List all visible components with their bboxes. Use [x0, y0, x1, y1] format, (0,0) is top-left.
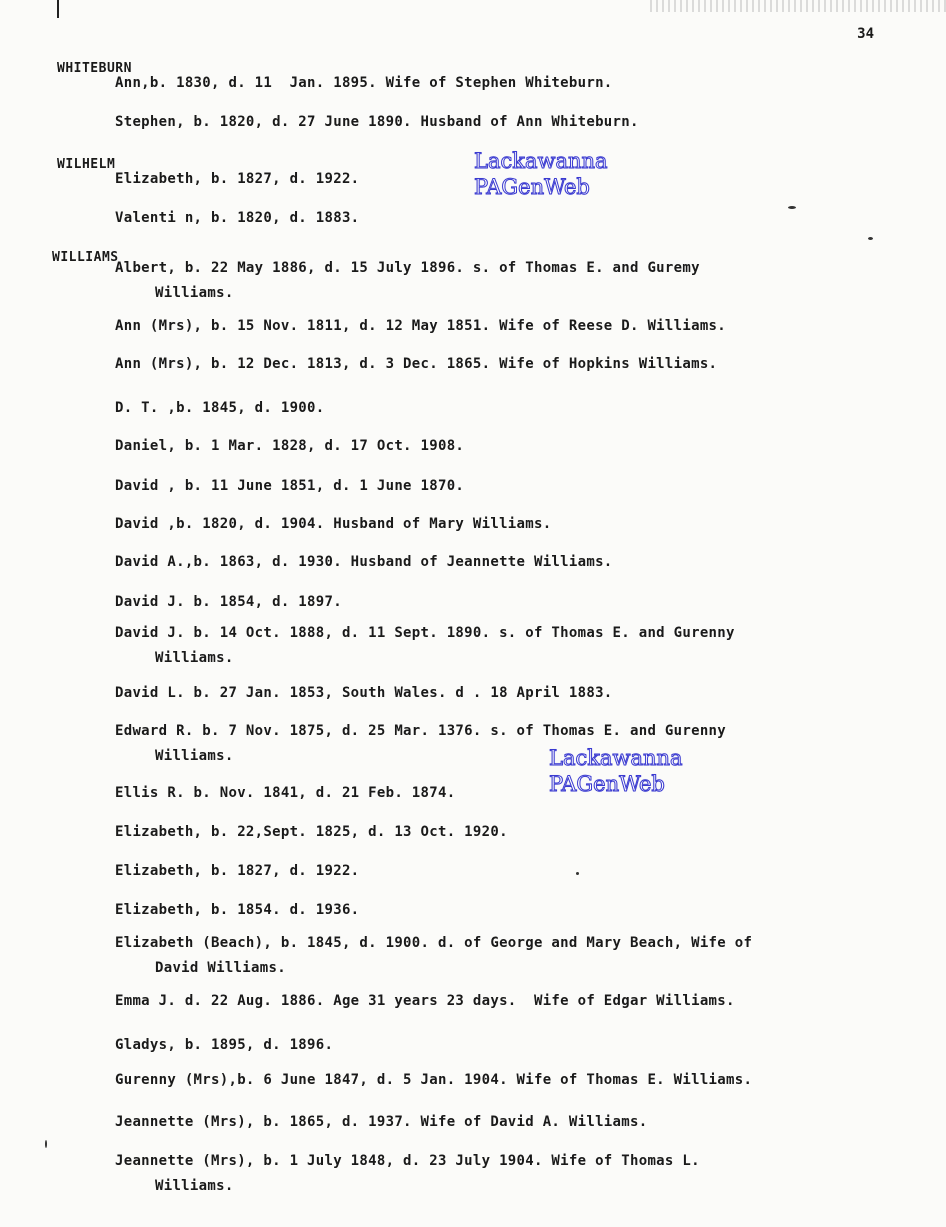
entry: David J. b. 14 Oct. 1888, d. 11 Sept. 1890. s. of Thomas E. and Gurenny Williams.: [115, 625, 735, 666]
watermark-line2: PAGenWeb: [549, 772, 665, 796]
entry: Edward R. b. 7 Nov. 1875, d. 25 Mar. 1376. s. of Thomas E. and Gurenny Williams.: [115, 723, 727, 764]
entry: D. T. ,b. 1845, d. 1900.: [115, 400, 325, 416]
watermark-line1: Lackawanna: [474, 149, 608, 173]
entry: David ,b. 1820, d. 1904. Husband of Mary Williams.: [115, 516, 552, 532]
entry: Valenti n, b. 1820, d. 1883.: [115, 210, 360, 226]
entry: Elizabeth, b. 22,Sept. 1825, d. 13 Oct. 1920.: [115, 824, 508, 840]
page-number: 34: [857, 26, 874, 42]
entry: Ellis R. b. Nov. 1841, d. 21 Feb. 1874.: [115, 785, 456, 801]
entry: David , b. 11 June 1851, d. 1 June 1870.: [115, 478, 465, 494]
scan-speck: [788, 206, 796, 209]
entry: Jeannette (Mrs), b. 1 July 1848, d. 23 July 1904. Wife of Thomas L. Williams.: [115, 1153, 700, 1194]
entry: David A.,b. 1863, d. 1930. Husband of Jeannette Williams.: [115, 554, 613, 570]
entry: Ann (Mrs), b. 12 Dec. 1813, d. 3 Dec. 1865. Wife of Hopkins Williams.: [115, 356, 718, 372]
entry: Ann,b. 1830, d. 11 Jan. 1895. Wife of Stephen Whiteburn.: [115, 75, 613, 91]
entry: Gladys, b. 1895, d. 1896.: [115, 1037, 334, 1053]
watermark-line1: Lackawanna: [549, 746, 683, 770]
watermark: [549, 745, 683, 797]
entry: David L. b. 27 Jan. 1853, South Wales. d . 18 April 1883.: [115, 685, 613, 701]
entry: Ann (Mrs), b. 15 Nov. 1811, d. 12 May 1851. Wife of Reese D. Williams.: [115, 318, 727, 334]
entry: Elizabeth (Beach), b. 1845, d. 1900. d. of George and Mary Beach, Wife of David Williams.: [115, 935, 753, 976]
entry: Gurenny (Mrs),b. 6 June 1847, d. 5 Jan. 1904. Wife of Thomas E. Williams.: [115, 1072, 753, 1088]
scan-speck: [868, 237, 873, 240]
entry: Elizabeth, b. 1827, d. 1922.: [115, 171, 360, 187]
surname-heading: WHITEBURN: [57, 61, 132, 76]
surname-heading: WILLIAMS: [52, 250, 119, 265]
entry: Elizabeth, b. 1827, d. 1922.: [115, 863, 360, 879]
surname-heading: WILHELM: [57, 157, 116, 172]
entry: David J. b. 1854, d. 1897.: [115, 594, 342, 610]
entry: Stephen, b. 1820, d. 27 June 1890. Husband of Ann Whiteburn.: [115, 114, 639, 130]
entry: Elizabeth, b. 1854. d. 1936.: [115, 902, 360, 918]
scan-speck: [45, 1140, 47, 1148]
entry: Daniel, b. 1 Mar. 1828, d. 17 Oct. 1908.: [115, 438, 465, 454]
entry: Jeannette (Mrs), b. 1865, d. 1937. Wife of David A. Williams.: [115, 1114, 648, 1130]
watermark-line2: PAGenWeb: [474, 175, 590, 199]
scan-noise: [650, 0, 946, 12]
entry: Emma J. d. 22 Aug. 1886. Age 31 years 23 days. Wife of Edgar Williams.: [115, 993, 735, 1009]
scan-speck: [576, 872, 579, 875]
margin-line: [57, 0, 59, 18]
entry: Albert, b. 22 May 1886, d. 15 July 1896. s. of Thomas E. and Guremy Williams.: [115, 260, 700, 301]
watermark: [474, 148, 608, 200]
